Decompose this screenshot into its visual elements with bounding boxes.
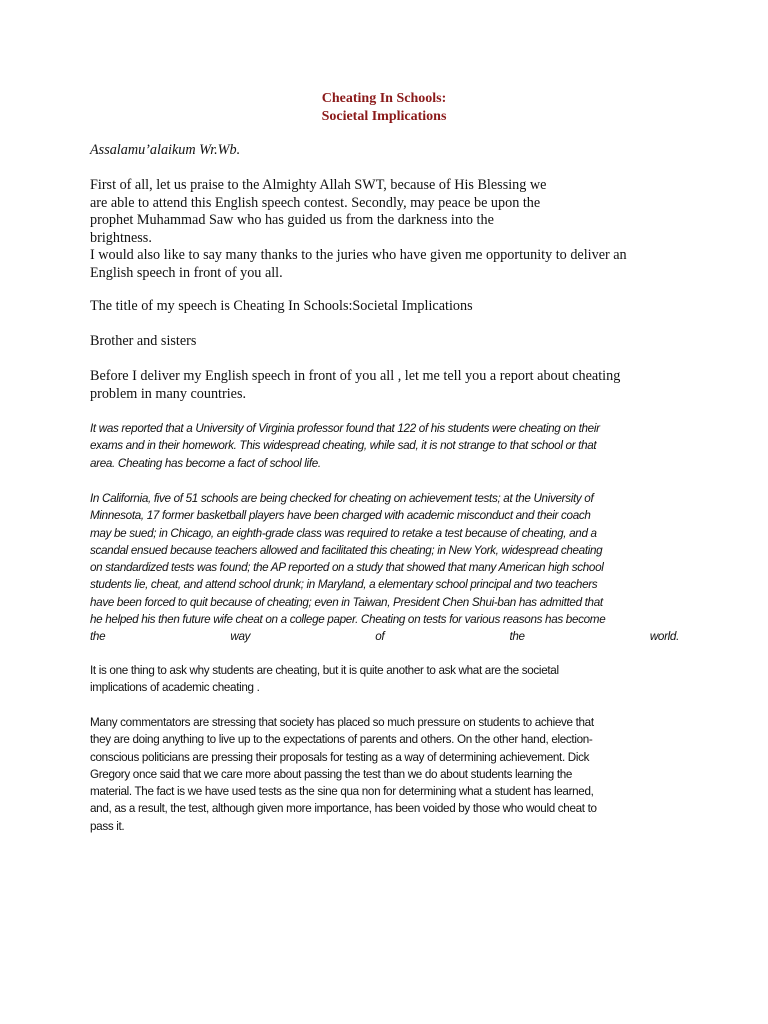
text-line: and, as a result, the test, although given more importance, has been voided by those who would cheat to bbox=[90, 801, 597, 816]
text-line: conscious politicians are pressing their proposals for testing as a way of determining achievement. Dick bbox=[90, 749, 590, 764]
text-line: prophet Muhammad Saw who has guided us from the darkness into the bbox=[90, 212, 494, 228]
document-title: Cheating In Schools: bbox=[321, 91, 447, 106]
text-line: Many commentators are stressing that society has placed so much pressure on students to achieve that bbox=[90, 715, 594, 729]
text-line: have been forced to quit because of cheating; even in Taiwan, President Chen Shui-ban has admitted that bbox=[90, 594, 603, 609]
speech-title-line: The title of my speech is Cheating In Schools:Societal Implications bbox=[90, 298, 473, 314]
one-thing-paragraph bbox=[90, 662, 679, 697]
text-line: area. Cheating has become a fact of school life. bbox=[90, 455, 321, 470]
text-line: It was reported that a University of Virginia professor found that 122 of his students were cheating on their bbox=[90, 421, 600, 435]
text-line: exams and in their homework. This widespread cheating, while sad, it is not strange to that school or that bbox=[90, 438, 597, 453]
text-line: material. The fact is we have used tests as the sine qua non for determining what a student has learned, bbox=[90, 784, 594, 799]
text-line: I would also like to say many thanks to the juries who have given me opportunity to deliver an bbox=[90, 247, 627, 263]
word: way bbox=[230, 629, 251, 644]
commentators-paragraph bbox=[90, 714, 679, 835]
word: the bbox=[90, 629, 106, 644]
before-paragraph bbox=[90, 368, 620, 403]
text-line: on standardized tests was found; the AP reported on a study that showed that many American high school bbox=[90, 560, 604, 575]
text-line: he helped his then future wife cheat on a college paper. Cheating on tests for various reasons has become bbox=[90, 612, 606, 627]
text-line: problem in many countries. bbox=[90, 385, 247, 402]
text-line: implications of academic cheating . bbox=[90, 680, 260, 695]
text-line: It is one thing to ask why students are cheating, but it is quite another to ask what are the societal bbox=[90, 663, 559, 677]
greeting: Assalamu’alaikum Wr.Wb. bbox=[90, 142, 241, 158]
text-line: In California, five of 51 schools are being checked for cheating on achievement tests; at the University of bbox=[90, 491, 594, 505]
text-line: brightness. bbox=[90, 229, 152, 246]
word: of bbox=[375, 629, 385, 644]
california-paragraph bbox=[90, 490, 679, 646]
report-paragraph bbox=[90, 420, 679, 472]
text-line: English speech in front of you all. bbox=[90, 264, 283, 281]
intro-paragraph bbox=[90, 177, 627, 282]
text-line: may be sued; in Chicago, an eighth-grade class was required to retake a test because of cheating, and a bbox=[90, 525, 597, 540]
word: the bbox=[509, 629, 525, 644]
word: world. bbox=[649, 629, 679, 644]
text-line: First of all, let us praise to the Almighty Allah SWT, because of His Blessing we bbox=[90, 177, 547, 193]
text-line: are able to attend this English speech contest. Secondly, may peace be upon the bbox=[90, 194, 541, 211]
document-subtitle: Societal Implications bbox=[321, 109, 447, 124]
text-line: Minnesota, 17 former basketball players have been charged with academic misconduct and their coach bbox=[90, 508, 591, 523]
text-line: scandal ensued because teachers allowed and facilitated this cheating; in New York, widespread cheating bbox=[90, 542, 603, 557]
justified-last-line bbox=[90, 628, 679, 645]
text-line: students lie, cheat, and attend school drunk; in Maryland, a elementary school principal and two teachers bbox=[90, 577, 598, 592]
text-line: they are doing anything to live up to the expectations of parents and others. On the other hand, election- bbox=[90, 732, 593, 747]
text-line: Gregory once said that we care more about passing the test than we do about students learning the bbox=[90, 766, 573, 781]
salutation: Brother and sisters bbox=[90, 333, 197, 349]
text-line: Before I deliver my English speech in front of you all , let me tell you a report about cheating bbox=[90, 368, 621, 384]
text-line: pass it. bbox=[90, 818, 125, 833]
